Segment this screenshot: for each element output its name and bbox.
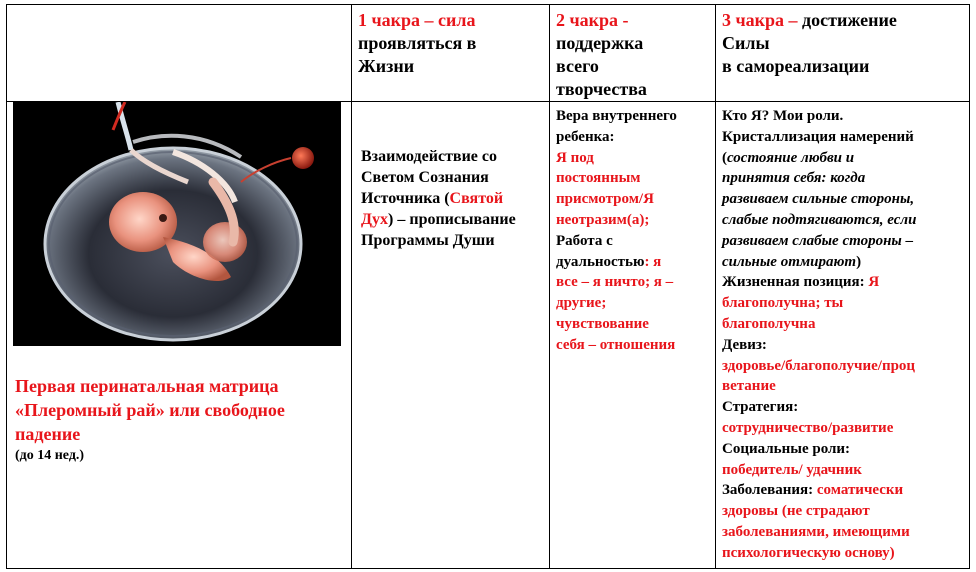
c2-line6: неотразим(а); bbox=[556, 211, 650, 228]
c3-line18: победитель/ удачник bbox=[722, 461, 862, 478]
c2-line4: постоянным bbox=[556, 170, 641, 187]
c1-line3a: Источника ( bbox=[361, 190, 450, 207]
c3-line13: здоровье/благополучие/проц bbox=[722, 357, 916, 374]
c2-line8b: : я bbox=[644, 253, 662, 270]
c3-line14: ветание bbox=[722, 378, 776, 395]
chakra-table bbox=[6, 4, 970, 569]
chakra2-number: 2 чакра - bbox=[556, 10, 629, 30]
c3-line1: Кто Я? Мои роли. bbox=[722, 108, 844, 124]
c3-line10: благополучна; ты bbox=[722, 295, 844, 312]
c2-line2: ребенка: bbox=[556, 128, 615, 145]
matrix-title-line2: «Плеромный рай» или свободное bbox=[15, 400, 285, 420]
header-chakra2 bbox=[550, 5, 716, 102]
matrix-cell bbox=[7, 102, 352, 569]
chakra1-title-line3: Жизни bbox=[358, 56, 415, 76]
c3-line8a: сильные отмирают bbox=[722, 253, 857, 270]
c3-line7: развиваем слабые стороны – bbox=[722, 232, 914, 249]
c2-line8a: дуальностью bbox=[556, 253, 645, 270]
c3-line15: Стратегия: bbox=[722, 399, 799, 416]
c3-line5: развиваем сильные стороны, bbox=[722, 191, 915, 208]
chakra1-title-line2: проявляться в bbox=[358, 33, 477, 53]
chakra3-cell bbox=[716, 102, 970, 569]
c1-line4a: Дух bbox=[361, 211, 389, 228]
c3-line22: психологическую основу) bbox=[722, 544, 895, 561]
chakra3-title-rest: достижение bbox=[797, 10, 897, 30]
c2-line12: себя – отношения bbox=[556, 336, 676, 353]
c3-line20: здоровы (не страдают bbox=[722, 503, 870, 520]
c3-line9b: Я bbox=[868, 274, 880, 291]
chakra1-number: 1 чакра – bbox=[358, 10, 434, 30]
chakra3-title-line3: в самореализации bbox=[722, 56, 870, 76]
content-row bbox=[7, 102, 970, 569]
c1-line3b: Святой bbox=[449, 190, 504, 207]
c1-line5: Программы Души bbox=[361, 232, 495, 249]
c1-line2: Светом Сознания bbox=[361, 169, 489, 186]
chakra1-cell bbox=[352, 102, 550, 569]
c2-line9: все – я ничто; я – bbox=[556, 274, 674, 291]
c2-line1: Вера внутреннего bbox=[556, 108, 677, 124]
chakra3-number: 3 чакра – bbox=[722, 10, 798, 30]
chakra2-cell bbox=[550, 102, 716, 569]
c3-line9a: Жизненная позиция: bbox=[722, 274, 869, 291]
chakra2-title-line2: поддержка bbox=[556, 33, 644, 53]
chakra1-title-rest: сила bbox=[433, 10, 476, 30]
c2-line3: Я под bbox=[556, 149, 594, 166]
c1-line4b: ) – прописывание bbox=[388, 211, 516, 228]
c2-line11: чувствование bbox=[556, 315, 649, 332]
c2-line5: присмотром/Я bbox=[556, 191, 654, 208]
c3-line3a: ( bbox=[722, 149, 727, 166]
header-empty-cell bbox=[7, 5, 352, 102]
c3-line19a: Заболевания: bbox=[722, 482, 817, 499]
c3-line8b: ) bbox=[856, 253, 862, 270]
c3-line3b: состояние любви и bbox=[727, 149, 855, 166]
c3-line21: заболеваниями, имеющими bbox=[722, 523, 910, 540]
c2-line10: другие; bbox=[556, 295, 607, 312]
matrix-title-line3: падение bbox=[15, 424, 81, 444]
c3-line19b: соматически bbox=[816, 482, 904, 499]
c3-line11: благополучна bbox=[722, 315, 816, 332]
matrix-title-line1: Первая перинатальная матрица bbox=[15, 376, 279, 396]
c3-line6: слабые подтягиваются, если bbox=[722, 211, 917, 228]
matrix-subtitle: (до 14 нед.) bbox=[15, 448, 85, 463]
matrix-caption bbox=[15, 374, 345, 466]
embryo-photo bbox=[13, 102, 341, 346]
header-chakra3 bbox=[716, 5, 970, 102]
header-chakra1 bbox=[352, 5, 550, 102]
c2-line7: Работа с bbox=[556, 232, 613, 249]
c3-line12: Девиз: bbox=[722, 336, 767, 353]
chakra2-title-line4: творчества bbox=[556, 79, 647, 99]
c1-line1: Взаимодействие со bbox=[361, 148, 497, 165]
chakra3-title-line2: Силы bbox=[722, 33, 770, 53]
header-row bbox=[7, 5, 970, 102]
c3-line17: Социальные роли: bbox=[722, 440, 851, 457]
c3-line2: Кристаллизация намерений bbox=[722, 128, 914, 145]
chakra2-title-line3: всего bbox=[556, 56, 599, 76]
c3-line4: принятия себя: когда bbox=[722, 170, 866, 187]
c3-line16: сотрудничество/развитие bbox=[722, 419, 894, 436]
